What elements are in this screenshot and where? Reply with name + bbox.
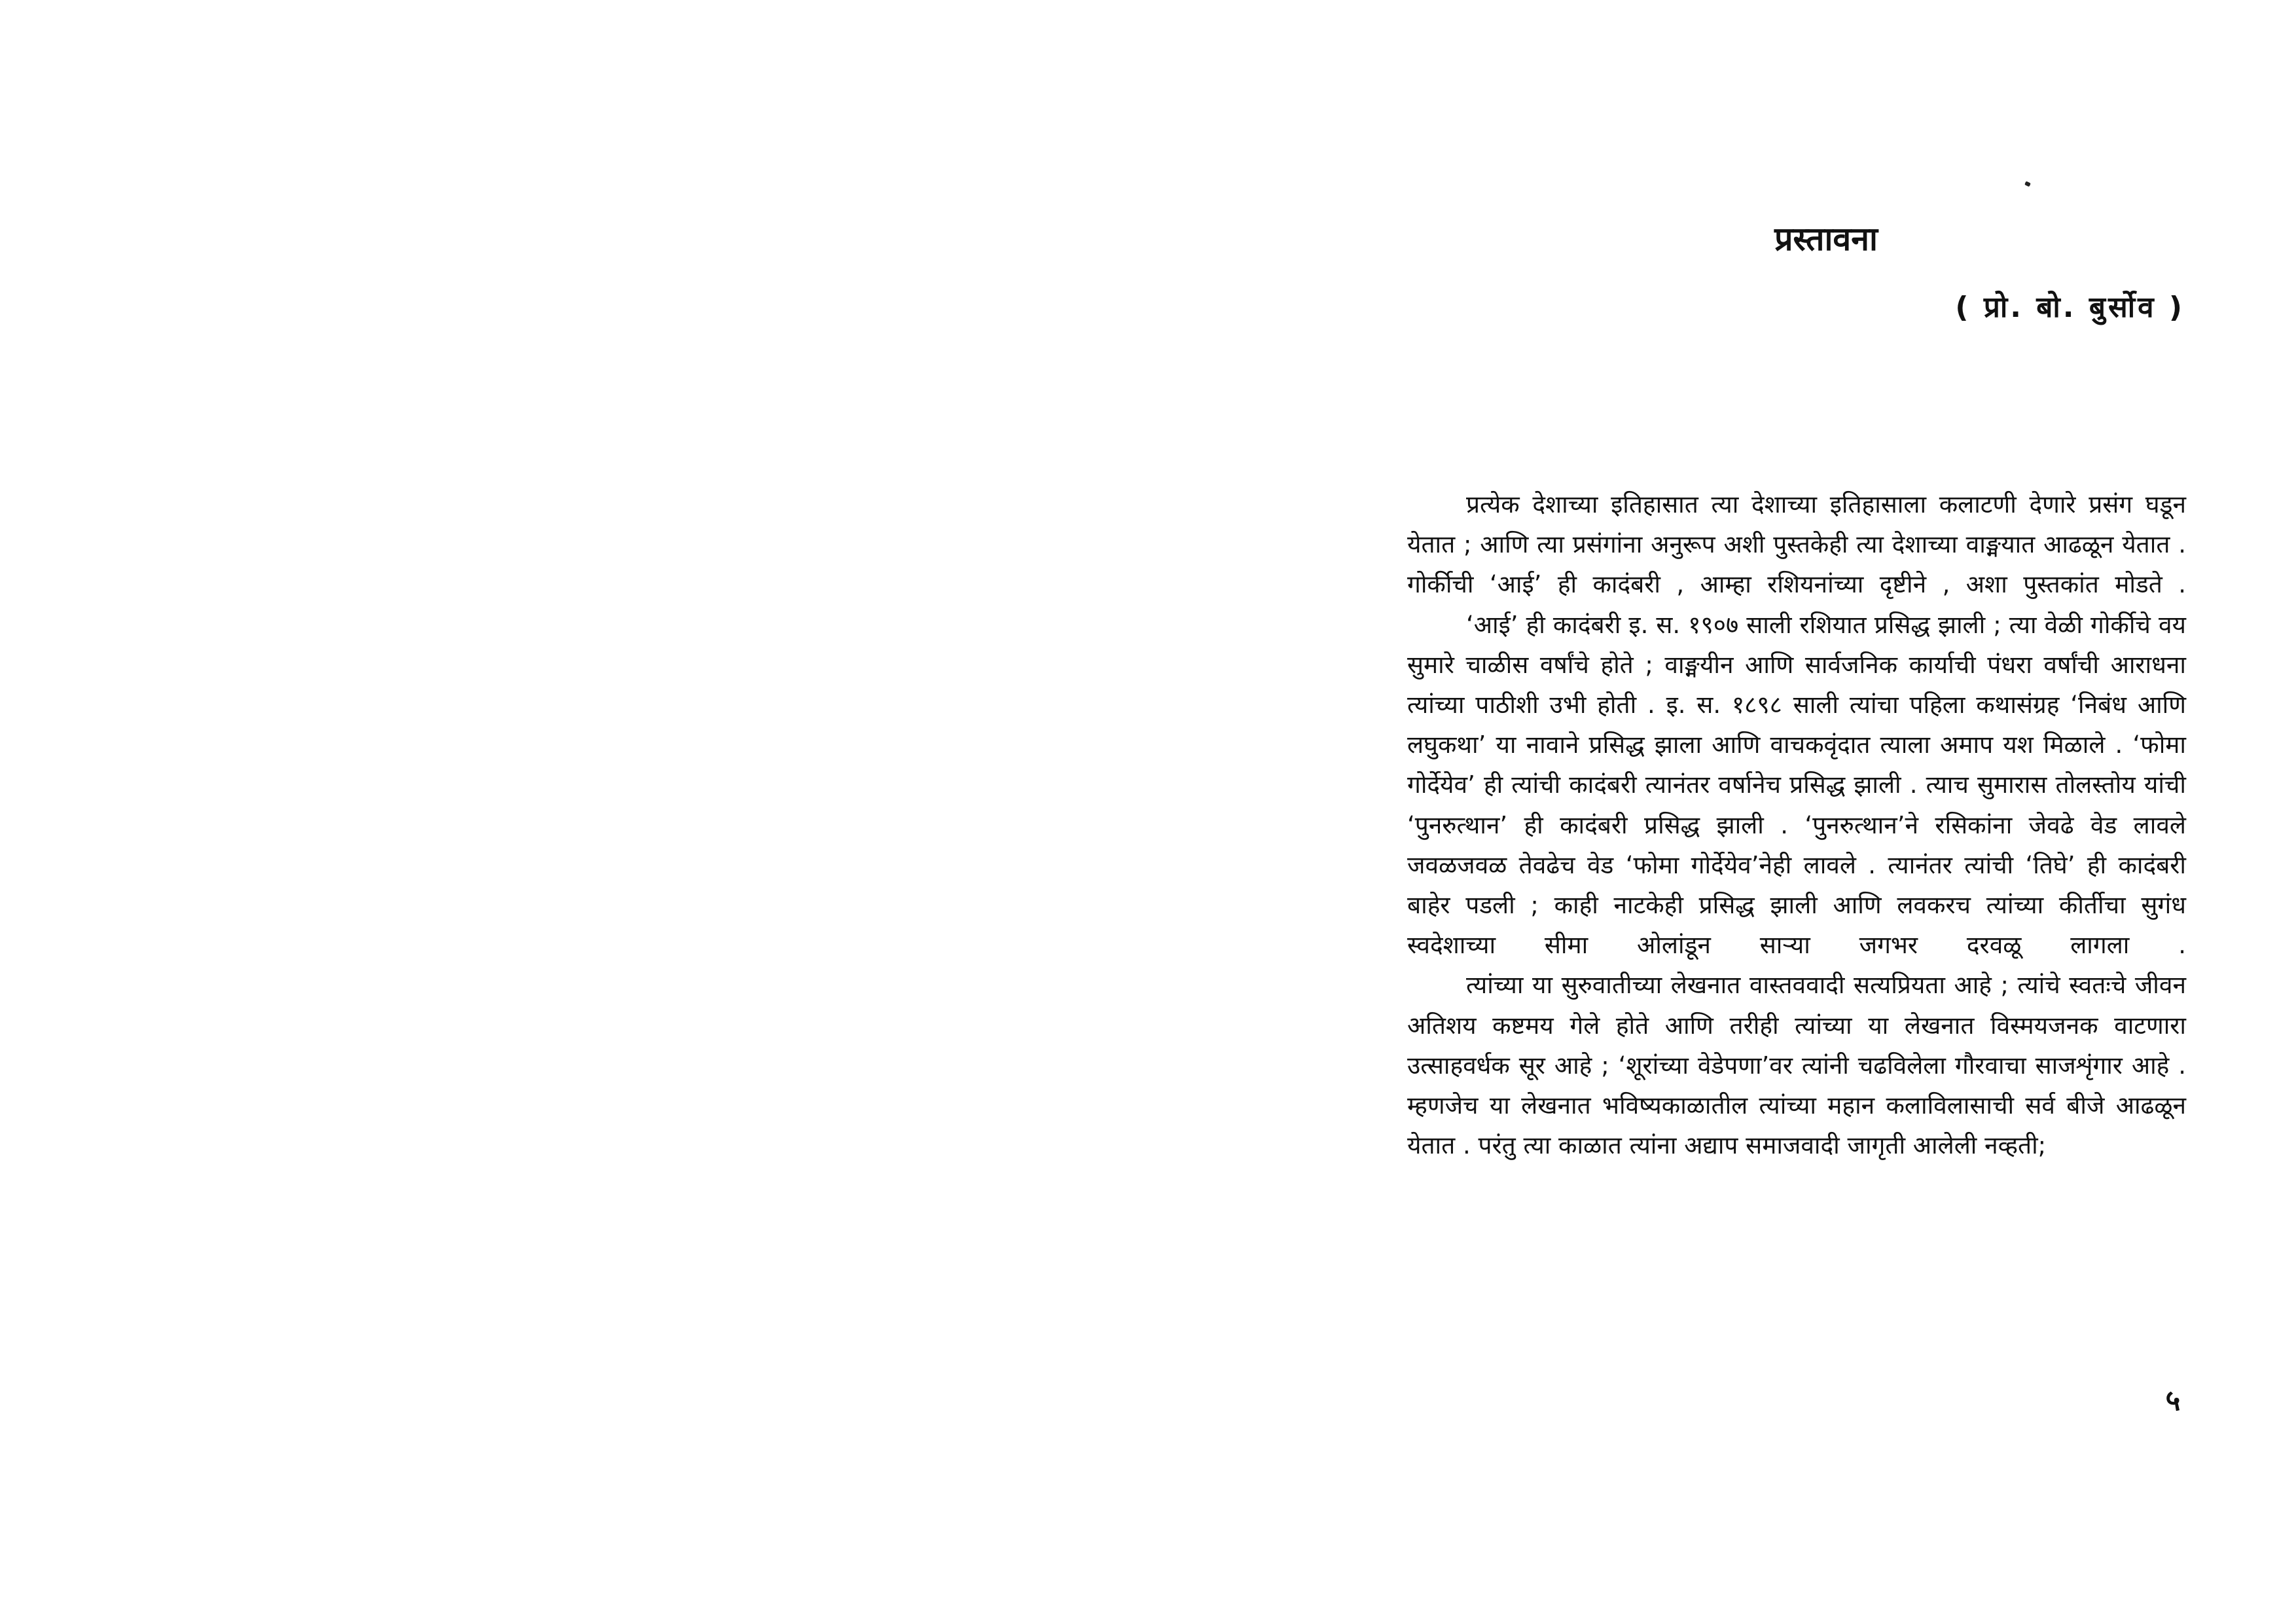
author-line: ( प्रो. बो. बुर्सोव ): [1955, 291, 2185, 324]
paragraph-1: प्रत्येक देशाच्या इतिहासात त्या देशाच्या इतिहासाला कलाटणी देणारे प्रसंग घडून येतात ; आणि त्या प्रसंगांना अनुरूप अशी पुस्तकेही त्या देशाच्या वाङ्मयात आढळून येतात . गोर्कीची ‘आई’ ही कादंबरी , आम्हा रशियनांच्या दृष्टीने , अशा पुस्तकांत मोडते .: [1407, 490, 2186, 599]
paragraph-2: ‘आई’ ही कादंबरी इ. स. १९०७ साली रशियात प्रसिद्ध झाली ; त्या वेळी गोर्कीचे वय सुमारे चाळीस वर्षांचे होते ; वाङ्मयीन आणि सार्वजनिक कार्याची पंधरा वर्षांची आराधना त्यांच्या पाठीशी उभी होती . इ. स. १८९८ साली त्यांचा पहिला कथासंग्रह ‘निबंध आणि लघुकथा’ या नावाने प्रसिद्ध झाला आणि वाचकवृंदात त्याला अमाप यश मिळाले . ‘फोमा गोर्देयेव’ ही त्यांची कादंबरी त्यानंतर वर्षानेच प्रसिद्ध झाली . त्याच सुमारास तोलस्तोय यांची ‘पुनरुत्थान’ ही कादंबरी प्रसिद्ध झाली . ‘पुनरुत्थान’ने रसिकांना जेवढे वेड लावले जवळजवळ तेवढेच वेड ‘फोमा गोर्देयेव’नेही लावले . त्यानंतर त्यांची ‘तिघे’ ही कादंबरी बाहेर पडली ; काही नाटकेही प्रसिद्ध झाली आणि लवकरच त्यांच्या कीर्तीचा सुगंध स्वदेशाच्या सीमा ओलांडून साऱ्या जगभर दरवळू लागला .: [1407, 610, 2186, 960]
page-number: ५: [2165, 1384, 2181, 1417]
page-title: प्रस्तावना: [1774, 220, 1878, 258]
body-text: [1407, 484, 2186, 1165]
paragraph-3: त्यांच्या या सुरुवातीच्या लेखनात वास्तववादी सत्यप्रियता आहे ; त्यांचे स्वतःचे जीवन अतिशय कष्टमय गेले होते आणि तरीही त्यांच्या या लेखनात विस्मयजनक वाटणारा उत्साहवर्धक सूर आहे ; ‘शूरांच्या वेडेपणा’वर त्यांनी चढविलेला गौरवाचा साजशृंगार आहे . म्हणजेच या लेखनात भविष्यकाळातील त्यांच्या महान कलाविलासाची सर्व बीजे आढळून येतात . परंतु त्या काळात त्यांना अद्याप समाजवादी जागृती आलेली नव्हती;: [1407, 971, 2186, 1160]
